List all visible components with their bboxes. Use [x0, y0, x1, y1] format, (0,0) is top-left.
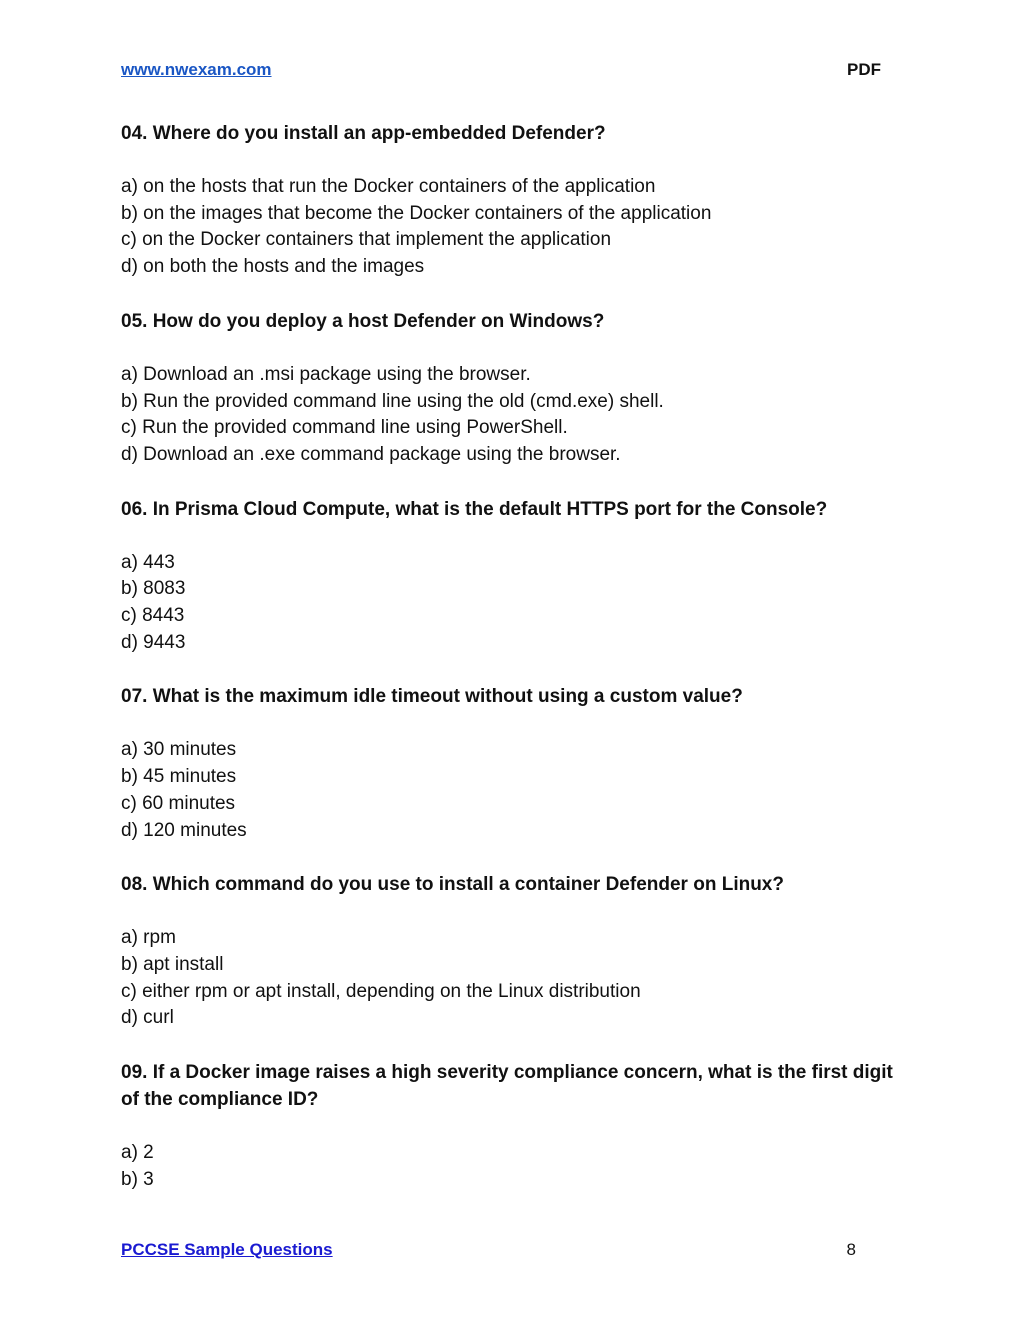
question-block	[121, 683, 907, 844]
page-footer	[121, 1240, 856, 1264]
answer-option: c) Run the provided command line using PowerShell.	[121, 417, 568, 439]
answer-option: a) on the hosts that run the Docker containers of the application	[121, 176, 656, 197]
answer-option: d) 120 minutes	[121, 819, 247, 841]
question-text: 06. In Prisma Cloud Compute, what is the default HTTPS port for the Console?	[121, 498, 828, 520]
answer-option: a) 30 minutes	[121, 739, 237, 761]
answer-option: d) curl	[121, 1007, 174, 1029]
answer-option: b) Run the provided command line using the old (cmd.exe) shell.	[121, 390, 664, 412]
answer-option: c) either rpm or apt install, depending on the Linux distribution	[121, 980, 641, 1002]
question-block	[121, 308, 907, 469]
question-text: 08. Which command do you use to install a container Defender on Linux?	[121, 874, 784, 896]
question-block	[121, 871, 907, 1032]
answer-option: d) 9443	[121, 631, 186, 653]
document-title-link[interactable]: PCCSE Sample Questions	[121, 1240, 333, 1259]
site-link[interactable]: www.nwexam.com	[121, 60, 272, 79]
question-list	[121, 120, 907, 1220]
answer-option: b) 8083	[121, 578, 186, 600]
question-block	[121, 496, 907, 657]
answer-option: b) 45 minutes	[121, 766, 237, 788]
answer-option: c) on the Docker containers that implement the application	[121, 229, 612, 251]
answer-option: d) on both the hosts and the images	[121, 256, 425, 278]
answer-option: b) 3	[121, 1168, 154, 1190]
question-text: 05. How do you deploy a host Defender on Windows?	[121, 310, 605, 332]
answer-option: b) on the images that become the Docker containers of the application	[121, 202, 712, 224]
question-block	[121, 1059, 907, 1193]
page-header	[121, 60, 881, 84]
answer-option: a) 2	[121, 1142, 154, 1164]
question-text: 07. What is the maximum idle timeout without using a custom value?	[121, 686, 743, 708]
question-text: 09. If a Docker image raises a high severity compliance concern, what is the first digit of the compliance ID?	[121, 1062, 893, 1111]
page-number: 8	[846, 1240, 856, 1259]
answer-option: a) Download an .msi package using the browser.	[121, 363, 531, 385]
answer-option: d) Download an .exe command package using the browser.	[121, 443, 621, 465]
answer-option: c) 8443	[121, 605, 185, 627]
question-text: 04. Where do you install an app-embedded Defender?	[121, 123, 606, 144]
answer-option: b) apt install	[121, 953, 224, 975]
format-label: PDF	[847, 60, 881, 79]
answer-option: a) rpm	[121, 927, 176, 949]
question-block	[121, 120, 907, 281]
answer-option: a) 443	[121, 551, 175, 573]
answer-option: c) 60 minutes	[121, 792, 236, 814]
